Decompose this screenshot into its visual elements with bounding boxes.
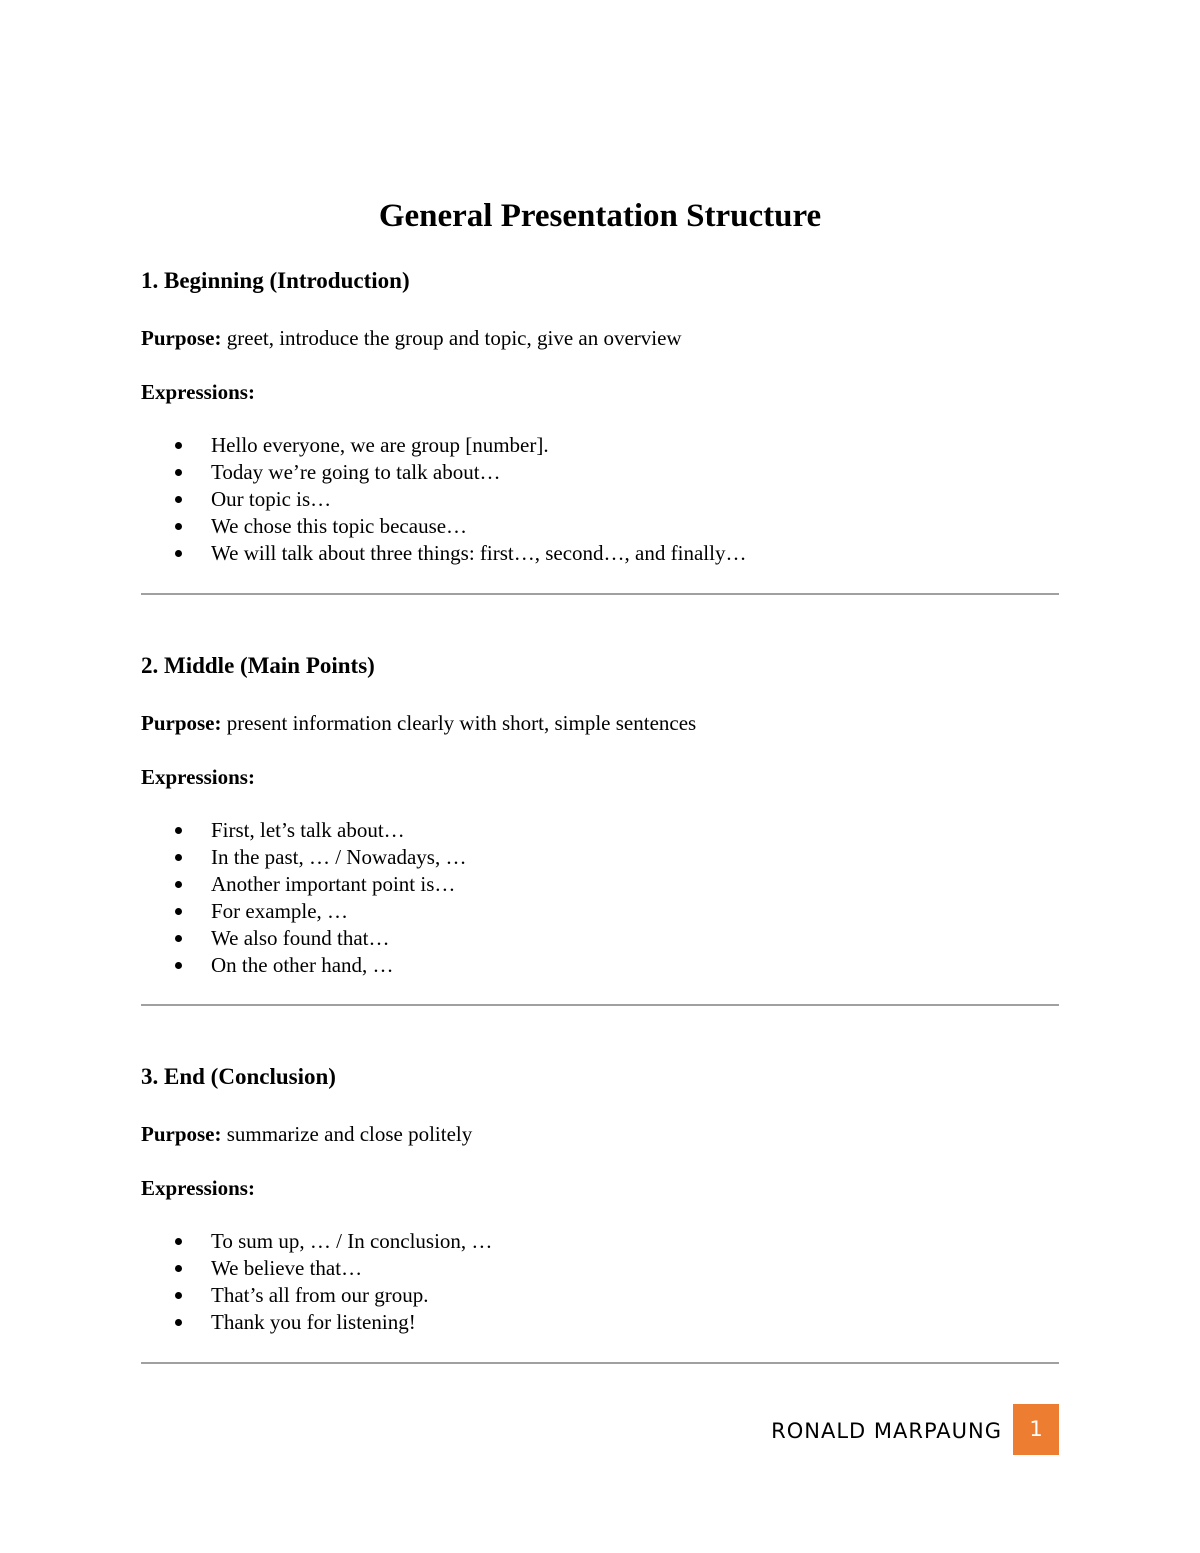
list-item-text: That’s all from our group. <box>211 1283 429 1307</box>
list-item <box>141 1282 1059 1309</box>
purpose-label: Purpose: <box>141 1122 222 1146</box>
list-item <box>141 925 1059 952</box>
expressions-heading: Expressions: <box>141 380 255 404</box>
list-item-text: In the past, … / Nowadays, … <box>211 845 467 869</box>
list-item <box>141 1255 1059 1282</box>
list-item-text: Our topic is… <box>211 487 332 511</box>
section-heading: 1. Beginning (Introduction) <box>141 268 410 293</box>
list-item <box>141 952 1059 979</box>
bullet-icon <box>175 827 182 834</box>
purpose-label: Purpose: <box>141 711 222 735</box>
bullet-icon <box>175 935 182 942</box>
section-purpose <box>141 708 1059 738</box>
expressions-list <box>141 432 1059 567</box>
section-divider <box>141 1362 1059 1364</box>
purpose-text: present information clearly with short, simple sentences <box>221 711 697 735</box>
list-item <box>141 540 1059 567</box>
list-item <box>141 486 1059 513</box>
list-item <box>141 432 1059 459</box>
list-item <box>141 844 1059 871</box>
bullet-icon <box>175 1238 182 1245</box>
list-item-text: First, let’s talk about… <box>211 818 405 842</box>
list-item <box>141 1309 1059 1336</box>
purpose-text: greet, introduce the group and topic, give an overview <box>221 326 682 350</box>
purpose-text: summarize and close politely <box>221 1122 473 1146</box>
footer-author: RONALD MARPAUNG <box>771 1419 1002 1443</box>
bullet-icon <box>175 881 182 888</box>
list-item-text: Another important point is… <box>211 872 456 896</box>
bullet-icon <box>175 469 182 476</box>
list-item <box>141 459 1059 486</box>
section-heading: 3. End (Conclusion) <box>141 1064 336 1089</box>
section-middle <box>141 651 1059 979</box>
list-item <box>141 871 1059 898</box>
list-item-text: We believe that… <box>211 1256 363 1280</box>
list-item <box>141 817 1059 844</box>
expressions-list <box>141 817 1059 979</box>
bullet-icon <box>175 442 182 449</box>
list-item-text: Hello everyone, we are group [number]. <box>211 433 549 457</box>
section-beginning <box>141 266 1059 567</box>
section-divider <box>141 1004 1059 1006</box>
list-item <box>141 898 1059 925</box>
document-title: General Presentation Structure <box>378 198 822 234</box>
list-item-text: Today we’re going to talk about… <box>211 460 501 484</box>
expressions-list <box>141 1228 1059 1336</box>
bullet-icon <box>175 1292 182 1299</box>
bullet-icon <box>175 908 182 915</box>
section-purpose <box>141 1119 1059 1149</box>
section-heading: 2. Middle (Main Points) <box>141 653 375 678</box>
section-purpose <box>141 323 1059 353</box>
expressions-heading: Expressions: <box>141 765 255 789</box>
section-divider <box>141 593 1059 595</box>
list-item-text: We will talk about three things: first…, second…, and finally… <box>211 541 747 565</box>
bullet-icon <box>175 1265 182 1272</box>
bullet-icon <box>175 496 182 503</box>
bullet-icon <box>175 962 182 969</box>
list-item-text: We chose this topic because… <box>211 514 468 538</box>
bullet-icon <box>175 523 182 530</box>
list-item-text: To sum up, … / In conclusion, … <box>211 1229 493 1253</box>
list-item <box>141 513 1059 540</box>
list-item <box>141 1228 1059 1255</box>
purpose-label: Purpose: <box>141 326 222 350</box>
section-end <box>141 1062 1059 1336</box>
expressions-heading: Expressions: <box>141 1176 255 1200</box>
page-number-badge: 1 <box>1013 1404 1059 1455</box>
list-item-text: On the other hand, … <box>211 953 394 977</box>
bullet-icon <box>175 1319 182 1326</box>
list-item-text: Thank you for listening! <box>211 1310 416 1334</box>
bullet-icon <box>175 550 182 557</box>
bullet-icon <box>175 854 182 861</box>
list-item-text: For example, … <box>211 899 349 923</box>
list-item-text: We also found that… <box>211 926 390 950</box>
